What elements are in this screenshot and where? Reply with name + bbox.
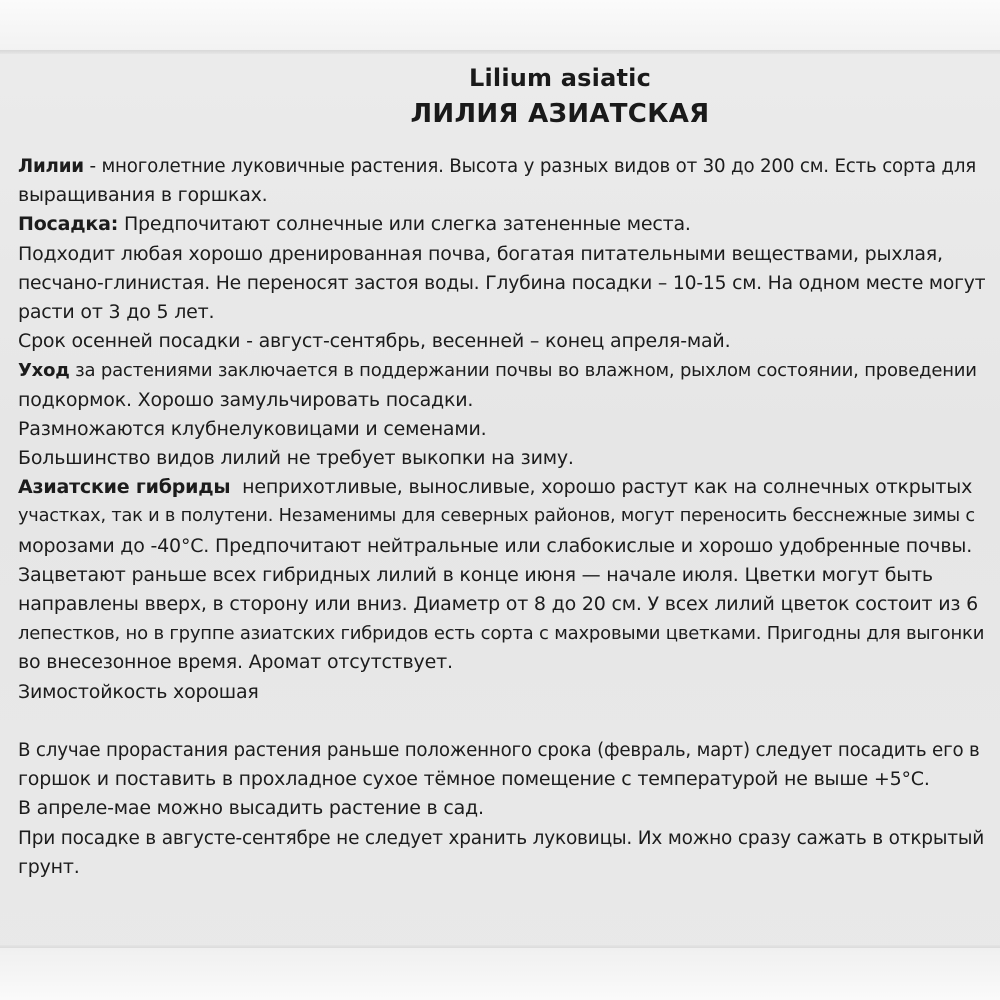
text-line [18, 794, 986, 823]
text-line [18, 561, 986, 590]
bold-lead: Азиатские гибриды [18, 476, 231, 499]
text-line [18, 532, 986, 561]
line-text: Подходит любая хорошо дренированная почва, богатая питательными веществами, рыхлая, [18, 242, 943, 265]
bold-lead: Уход [18, 360, 70, 382]
text-line [18, 152, 986, 181]
text-line [18, 502, 986, 531]
text-line [18, 590, 986, 619]
bold-lead: Лилии [18, 156, 84, 177]
line-text: песчано-глинистая. Не переносят застоя воды. Глубина посадки – 10-15 см. На одном месте могут [18, 272, 986, 294]
text-line [18, 473, 986, 502]
paragraph-spacer [18, 707, 986, 736]
russian-title: ЛИЛИЯ АЗИАТСКАЯ [410, 99, 710, 129]
line-text: Зимостойкость хорошая [18, 680, 259, 703]
text-line [18, 853, 986, 882]
line-text: лепестков, но в группе азиатских гибридов есть сорта с махровыми цветками. Пригодны для выгонки [18, 623, 985, 645]
top-fold-edge [0, 50, 1000, 54]
top-paper-strip [0, 0, 1000, 52]
line-text: В апреле-мае можно высадить растение в сад. [18, 797, 484, 820]
line-text: Предпочитают солнечные или слегка затененные места. [118, 213, 691, 236]
line-text: Большинство видов лилий не требует выкопки на зиму. [18, 447, 574, 470]
text-line [18, 356, 986, 385]
text-line [18, 736, 986, 765]
text-line [18, 327, 986, 356]
line-text: расти от 3 до 5 лет. [18, 301, 215, 324]
text-line [18, 824, 986, 853]
line-text: за растениями заключается в поддержании почвы во влажном, рыхлом состоянии, проведении [69, 360, 977, 382]
bold-lead: Посадка: [18, 213, 119, 236]
latin-title: Lilium asiatic [468, 64, 652, 92]
line-text: выращивания в горшках. [18, 184, 268, 207]
line-text: грунт. [18, 855, 80, 878]
line-text: В случае прорастания растения раньше положенного срока (февраль, март) следует посадить его в [18, 740, 980, 762]
text-line [18, 386, 986, 415]
line-text: неприхотливые, выносливые, хорошо растут как на солнечных открытых [230, 476, 973, 499]
text-line [18, 415, 986, 444]
line-text: Размножаются клубнелуковицами и семенами. [18, 417, 487, 440]
text-line [18, 619, 986, 648]
description-text [18, 152, 986, 882]
text-line [18, 444, 986, 473]
line-text: - многолетние луковичные растения. Высота у разных видов от 30 до 200 см. Есть сорта для [83, 156, 977, 177]
text-line [18, 765, 986, 794]
line-text: во внесезонное время. Аромат отсутствует. [18, 651, 453, 674]
line-text: подкормок. Хорошо замульчировать посадки. [18, 388, 474, 411]
line-text: Зацветают раньше всех гибридных лилий в конце июня — начале июля. Цветки могут быть [18, 563, 933, 586]
line-text: морозами до -40°С. Предпочитают нейтральные или слабокислые и хорошо удобренные почвы. [18, 534, 973, 557]
header [0, 60, 1000, 132]
line-text: направлены вверх, в сторону или вниз. Диаметр от 8 до 20 см. У всех лилий цветок состоит из 6 [18, 593, 978, 616]
line-text: участках, так и в полутени. Незаменимы для северных районов, могут переносить бесснежные зимы с [18, 506, 975, 527]
text-line [18, 648, 986, 677]
text-line [18, 240, 986, 269]
text-line [18, 181, 986, 210]
text-line [18, 298, 986, 327]
text-line [18, 210, 986, 239]
bottom-paper-strip [0, 948, 1000, 1000]
text-line [18, 269, 986, 298]
text-line [18, 678, 986, 707]
line-text: При посадке в августе-сентябре не следует хранить луковицы. Их можно сразу сажать в открытый [18, 827, 985, 849]
line-text: Срок осенней посадки - август-сентябрь, весенней – конец апреля-май. [18, 330, 731, 353]
line-text: горшок и поставить в прохладное сухое тёмное помещение с температурой не выше +5°С. [18, 768, 930, 791]
